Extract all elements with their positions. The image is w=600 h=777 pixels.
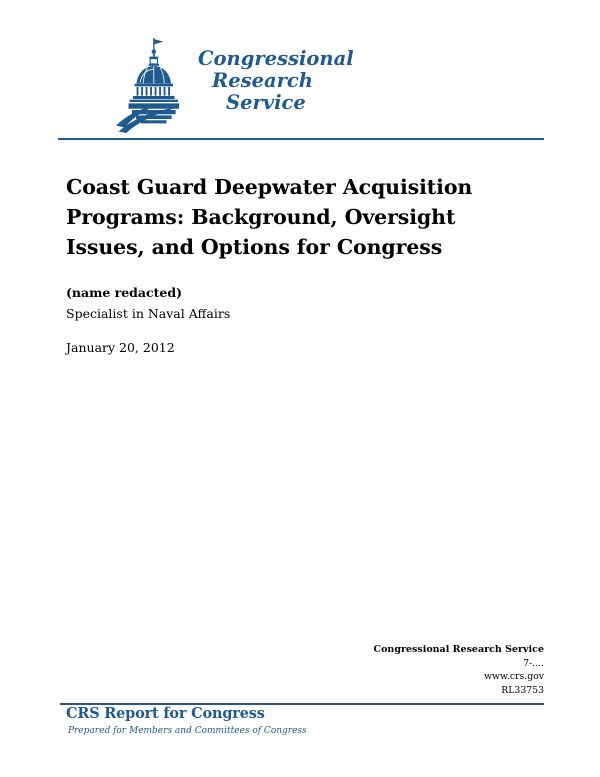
masthead xyxy=(58,36,544,148)
footer-contact-block xyxy=(284,643,544,697)
footer-website[interactable]: www.crs.gov xyxy=(484,671,544,682)
document-date: January 20, 2012 xyxy=(66,340,175,355)
footer-phone: 7-.... xyxy=(523,657,544,669)
author-block xyxy=(66,284,506,323)
footer-report-number: RL33753 xyxy=(501,684,544,696)
footer-organization: Congressional Research Service xyxy=(373,644,544,655)
page-title: Coast Guard Deepwater Acquisition Programs: Background, Oversight Issues, and Options for Congress xyxy=(66,175,473,259)
author-role: Specialist in Naval Affairs xyxy=(66,306,231,321)
wordmark-line-1: Congressional xyxy=(198,47,354,70)
crs-prepared-label: Prepared for Members and Committees of Congress xyxy=(68,726,307,736)
page-title-block xyxy=(66,172,536,262)
wordmark-line-3: Service xyxy=(226,91,306,114)
author-name: (name redacted) xyxy=(66,285,183,300)
crs-report-label: CRS Report for Congress xyxy=(66,705,265,722)
wordmark-line-2: Research xyxy=(212,69,313,92)
masthead-wordmark xyxy=(198,48,358,114)
masthead-divider xyxy=(58,138,544,140)
